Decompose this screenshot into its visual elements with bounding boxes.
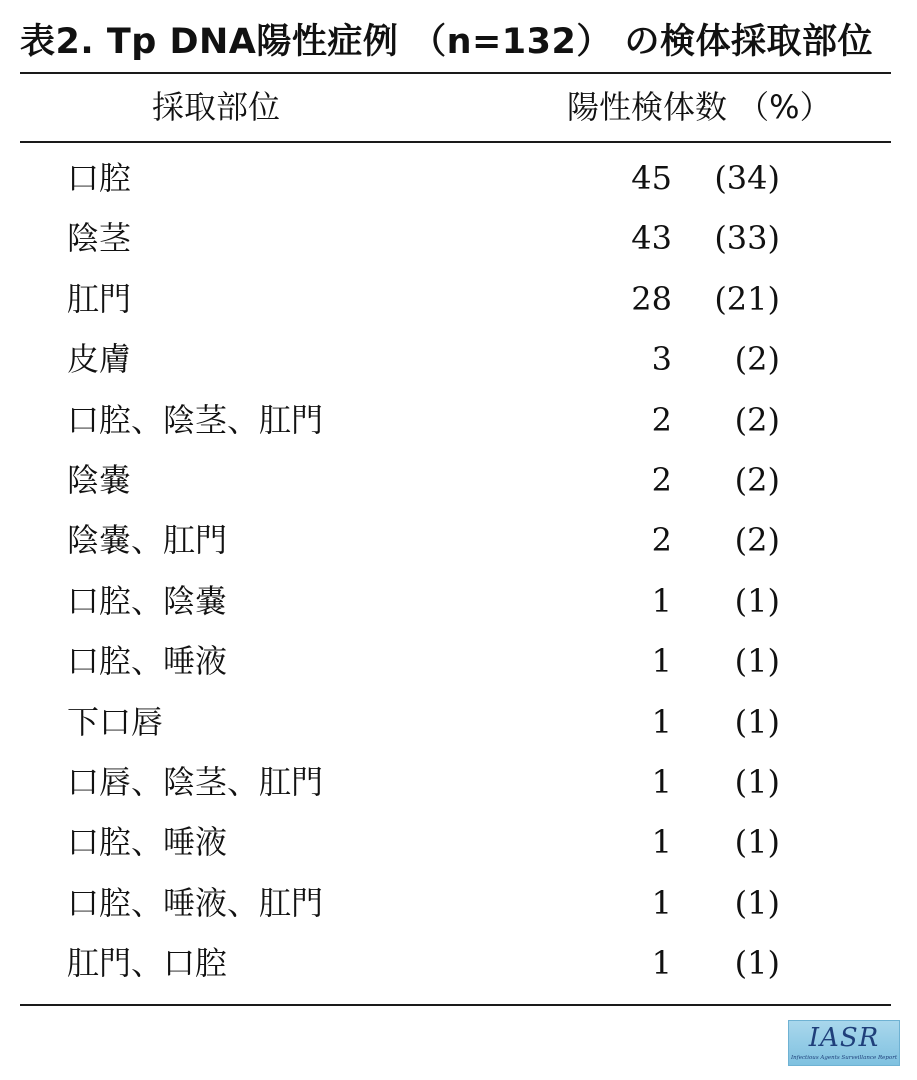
site-cell: 皮膚: [67, 340, 132, 379]
table-row: [0, 933, 917, 993]
percent-cell: (1): [734, 883, 780, 922]
count-cell: 1: [651, 762, 672, 801]
percent-cell: (2): [734, 400, 780, 439]
table-row: [0, 329, 917, 389]
site-cell: 口腔、唾液: [67, 823, 228, 862]
count-cell: 1: [651, 944, 672, 983]
percent-cell: (34): [714, 159, 780, 197]
table-row: [0, 450, 917, 510]
site-cell: 陰茎: [67, 219, 132, 258]
table-row: [0, 208, 917, 268]
column-header-site: 採取部位: [152, 88, 281, 126]
count-cell: 1: [651, 702, 672, 741]
table-row: [0, 812, 917, 872]
logo-text: IASR: [808, 1023, 880, 1053]
table-body: [0, 148, 917, 993]
site-cell: 口唇、陰茎、肛門: [67, 762, 324, 801]
table-row: [0, 148, 917, 208]
table-row: [0, 631, 917, 691]
table-row: [0, 571, 917, 631]
table-row: [0, 873, 917, 933]
site-cell: 口腔、唾液、肛門: [67, 883, 324, 922]
column-header-count: 陽性検体数 （%）: [567, 88, 832, 126]
percent-cell: (2): [734, 340, 780, 379]
count-cell: 43: [631, 219, 672, 258]
site-cell: 陰嚢、肛門: [67, 521, 228, 560]
percent-cell: (1): [734, 581, 780, 620]
percent-cell: (1): [734, 702, 780, 741]
top-rule: [20, 72, 891, 74]
count-cell: 1: [651, 883, 672, 922]
count-cell: 1: [651, 823, 672, 862]
site-cell: 肛門、口腔: [67, 944, 228, 983]
percent-cell: (1): [734, 642, 780, 681]
site-cell: 口腔: [67, 159, 132, 197]
iasr-logo: [788, 1020, 900, 1066]
table-row: [0, 390, 917, 450]
count-cell: 3: [651, 340, 672, 379]
percent-cell: (1): [734, 762, 780, 801]
site-cell: 肛門: [67, 279, 132, 318]
percent-cell: (21): [714, 279, 780, 318]
site-cell: 口腔、唾液: [67, 642, 228, 681]
count-cell: 2: [651, 521, 672, 560]
site-cell: 陰嚢: [67, 460, 132, 499]
header-rule: [20, 141, 891, 143]
percent-cell: (1): [734, 944, 780, 983]
table-row: [0, 510, 917, 570]
table-row: [0, 269, 917, 329]
count-cell: 45: [631, 159, 672, 197]
percent-cell: (1): [734, 823, 780, 862]
table-row: [0, 692, 917, 752]
count-cell: 1: [651, 581, 672, 620]
site-cell: 口腔、陰茎、肛門: [67, 400, 324, 439]
table-title: 表2. Tp DNA陽性症例 （n=132） の検体採取部位: [20, 22, 874, 62]
bottom-rule: [20, 1004, 891, 1006]
site-cell: 口腔、陰嚢: [67, 581, 228, 620]
logo-subtitle: Infectious Agents Surveillance Report: [790, 1055, 898, 1061]
percent-cell: (2): [734, 521, 780, 560]
percent-cell: (2): [734, 460, 780, 499]
table-row: [0, 752, 917, 812]
count-cell: 2: [651, 460, 672, 499]
count-cell: 1: [651, 642, 672, 681]
count-cell: 28: [631, 279, 672, 318]
count-cell: 2: [651, 400, 672, 439]
site-cell: 下口唇: [67, 702, 164, 741]
percent-cell: (33): [714, 219, 780, 258]
